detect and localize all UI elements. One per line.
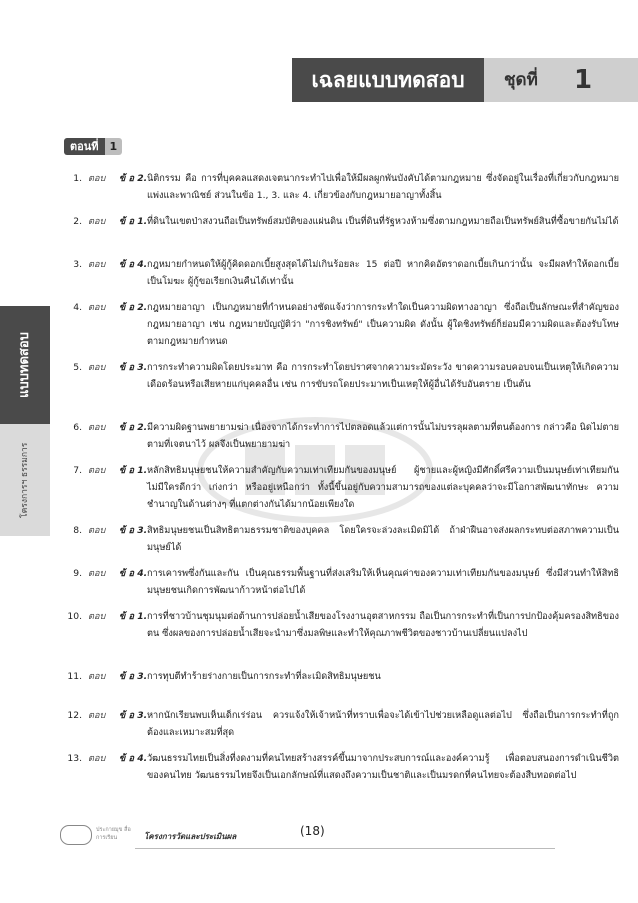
answer-item (54, 565, 624, 599)
answer-word: ตอบ (88, 362, 106, 373)
page-header (292, 58, 638, 102)
answer-item (54, 522, 624, 556)
footer-project: โครงการวัดและประเมินผล (144, 832, 237, 841)
answer-word: ตอบ (88, 671, 106, 682)
answer-explanation: มีความผิดฐานพยายามฆ่า เนื่องจากได้กระทำการไปตลอดแล้วแต่การนั้นไม่บรรลุผลตามที่ตนต้องการ กล่าวคือ นิดไม่ตายตามที่เจตนาไว้ ผลจึงเป็นพยายามฆ่า (147, 422, 619, 450)
logo-text: ประกายมุข สื่อการเรียน (96, 827, 131, 841)
answer-number: 5. (73, 362, 82, 373)
answer-explanation: นิติกรรม คือ การที่บุคคลแสดงเจตนากระทำไปเพื่อให้มีผลผูกพันบังคับได้ตามกฎหมาย ซึ่งจัดอยู่ในเรื่องที่เกี่ยวกับกฎหมายแพ่งและพาณิชย์ ส่วนในข้อ 1., 3. และ 4. เกี่ยวข้องกับกฎหมายอาญาทั้งสิ้น (147, 173, 619, 201)
answer-word: ตอบ (88, 710, 106, 721)
answer-item (54, 170, 624, 204)
answer-number: 3. (73, 259, 82, 270)
answer-number: 6. (73, 422, 82, 433)
header-title: เฉลยแบบทดสอบ (292, 58, 484, 102)
answer-option: ข้ อ 3. (119, 710, 148, 721)
answer-word: ตอบ (88, 173, 106, 184)
answer-item (54, 213, 624, 247)
answer-option: ข้ อ 4. (119, 259, 148, 270)
answer-number: 9. (73, 568, 82, 579)
answer-number: 11. (67, 671, 82, 682)
answer-explanation: การที่ชาวบ้านชุมนุมต่อต้านการปล่อยน้ำเสียของโรงงานอุตสาหกรรม ถือเป็นการกระทำที่เป็นการปกป้องคุ้มครองสิทธิของตน ซึ่งผลของการปล่อยน้ำเสียจะนำมาซึ่งมลพิษและทำให้คุณภาพชีวิตของชาวบ้านเปลี่ยนแปลงไป (147, 611, 619, 639)
answer-option: ข้ อ 2. (119, 302, 148, 313)
answer-item (54, 707, 624, 741)
answer-option: ข้ อ 1. (119, 216, 148, 227)
answer-word: ตอบ (88, 611, 106, 622)
publisher-logo (60, 822, 132, 848)
answer-word: ตอบ (88, 302, 106, 313)
answer-explanation: การทุบตีทำร้ายร่างกายเป็นการกระทำที่ละเมิดสิทธิมนุษยชน (147, 671, 381, 682)
answer-word: ตอบ (88, 216, 106, 227)
footer-divider (135, 848, 555, 849)
answer-option: ข้ อ 3. (119, 525, 148, 536)
answer-option: ข้ อ 2. (119, 173, 148, 184)
answer-number: 12. (67, 710, 82, 721)
answer-explanation: การกระทำความผิดโดยประมาท คือ การกระทำโดยปราศจากความระมัดระวัง ขาดความรอบคอบจนเป็นเหตุให้เกิดความเดือดร้อนหรือเสียหายแก่บุคคลอื่น เช่น การขับรถโดยประมาทเป็นเหตุให้ผู้อื่นได้รับอันตราย เป็นต้น (147, 362, 619, 390)
answer-option: ข้ อ 2. (119, 422, 148, 433)
answer-item (54, 359, 624, 410)
side-tab-title: แบบทดสอบ (17, 332, 32, 398)
answer-item (54, 608, 624, 659)
answer-number: 7. (73, 465, 82, 476)
answer-explanation: วัฒนธรรมไทยเป็นสิ่งที่งดงามที่คนไทยสร้างสรรค์ขึ้นมาจากประสบการณ์และองค์ความรู้ เพื่อตอบสนองการดำเนินชีวิตของคนไทย วัฒนธรรมไทยจึงเป็นเอกลักษณ์ที่แสดงถึงความเป็นชาติและเป็นมรดกที่คนไทยจะต้องสืบทอดต่อไป (147, 753, 619, 781)
answer-explanation: หากนักเรียนพบเห็นเด็กเร่ร่อน ควรแจ้งให้เจ้าหน้าที่ทราบเพื่อจะได้เข้าไปช่วยเหลือดูแลต่อไป ซึ่งถือเป็นการกระทำที่ถูกต้องและเหมาะสมที่สุด (147, 710, 619, 738)
answer-option: ข้ อ 3. (119, 362, 148, 373)
section-label: ตอนที่ (64, 138, 105, 155)
header-set-label: ชุดที่ (504, 70, 538, 90)
answer-word: ตอบ (88, 259, 106, 270)
answer-number: 4. (73, 302, 82, 313)
answer-option: ข้ อ 3. (119, 671, 148, 682)
answer-explanation: ที่ดินในเขตป่าสงวนถือเป็นทรัพย์สมบัติของแผ่นดิน เป็นที่ดินที่รัฐหวงห้ามซึ่งตามกฎหมายถือเป็นทรัพย์สินที่ซื้อขายกันไม่ได้ (147, 216, 619, 227)
answer-option: ข้ อ 1. (119, 611, 148, 622)
answer-item (54, 299, 624, 350)
answer-explanation: กฎหมายกำหนดให้ผู้กู้คิดดอกเบี้ยสูงสุดได้ไม่เกินร้อยละ 15 ต่อปี หากคิดอัตราดอกเบี้ยเกินกว่านั้น จะมีผลทำให้ดอกเบี้ยเป็นโมฆะ ผู้กู้ขอเรียกเงินคืนได้เท่านั้น (147, 259, 619, 287)
answer-word: ตอบ (88, 753, 106, 764)
answer-item (54, 256, 624, 290)
header-set-number: 1 (574, 65, 593, 95)
answer-item (54, 668, 624, 698)
answer-number: 8. (73, 525, 82, 536)
answer-number: 2. (73, 216, 82, 227)
answer-item (54, 750, 624, 801)
answer-item (54, 462, 624, 513)
answer-word: ตอบ (88, 525, 106, 536)
header-set-box (484, 58, 638, 102)
answer-number: 10. (67, 611, 82, 622)
answer-number: 13. (67, 753, 82, 764)
answer-option: ข้ อ 4. (119, 753, 148, 764)
answer-number: 1. (73, 173, 82, 184)
page-number: (18) (300, 824, 325, 838)
answer-explanation: กฎหมายอาญา เป็นกฎหมายที่กำหนดอย่างชัดแจ้งว่าการกระทำใดเป็นความผิดทางอาญา ซึ่งถือเป็นลักษณะที่สำคัญของกฎหมายอาญา เช่น กฎหมายบัญญัติว่า "การชิงทรัพย์" เป็นความผิด ดังนั้น ผู้ใดชิงทรัพย์ก็ย่อมมีความผิดและต้องรับโทษตามกฎหมายกำหนด (147, 302, 619, 347)
answer-option: ข้ อ 1. (119, 465, 148, 476)
answer-list (54, 170, 624, 810)
answer-word: ตอบ (88, 422, 106, 433)
section-tag (64, 138, 122, 155)
section-number: 1 (105, 138, 123, 155)
answer-explanation: หลักสิทธิมนุษยชนให้ความสำคัญกับความเท่าเทียมกันของมนุษย์ ผู้ชายและผู้หญิงมีศักดิ์ศรีความเป็นมนุษย์เท่าเทียมกัน ไม่มีใครดีกว่า เก่งกว่า หรืออยู่เหนือกว่า ทั้งนี้ขึ้นอยู่กับความสามารถของแต่ละบุคคลว่าจะมีโอกาสพัฒนาทักษะ ความชำนาญในด้านต่างๆ ที่แตกต่างกันได้มากน้อยเพียงใด (147, 465, 619, 510)
answer-word: ตอบ (88, 465, 106, 476)
answer-explanation: การเคารพซึ่งกันและกัน เป็นคุณธรรมพื้นฐานที่ส่งเสริมให้เห็นคุณค่าของความเท่าเทียมกันของมนุษย์ ซึ่งมีส่วนทำให้สิทธิมนุษยชนเกิดการพัฒนาก้าวหน้าต่อไปได้ (147, 568, 619, 596)
answer-item (54, 419, 624, 453)
answer-word: ตอบ (88, 568, 106, 579)
answer-explanation: สิทธิมนุษยชนเป็นสิทธิตามธรรมชาติของบุคคล โดยใครจะล่วงละเมิดมิได้ ถ้าฝ่าฝืนอาจส่งผลกระทบต่อสภาพความเป็นมนุษย์ได้ (147, 525, 619, 553)
side-tab-subtitle: โครงการฯ ธรรมการ (20, 442, 30, 518)
logo-mark (60, 825, 92, 845)
answer-option: ข้ อ 4. (119, 568, 148, 579)
